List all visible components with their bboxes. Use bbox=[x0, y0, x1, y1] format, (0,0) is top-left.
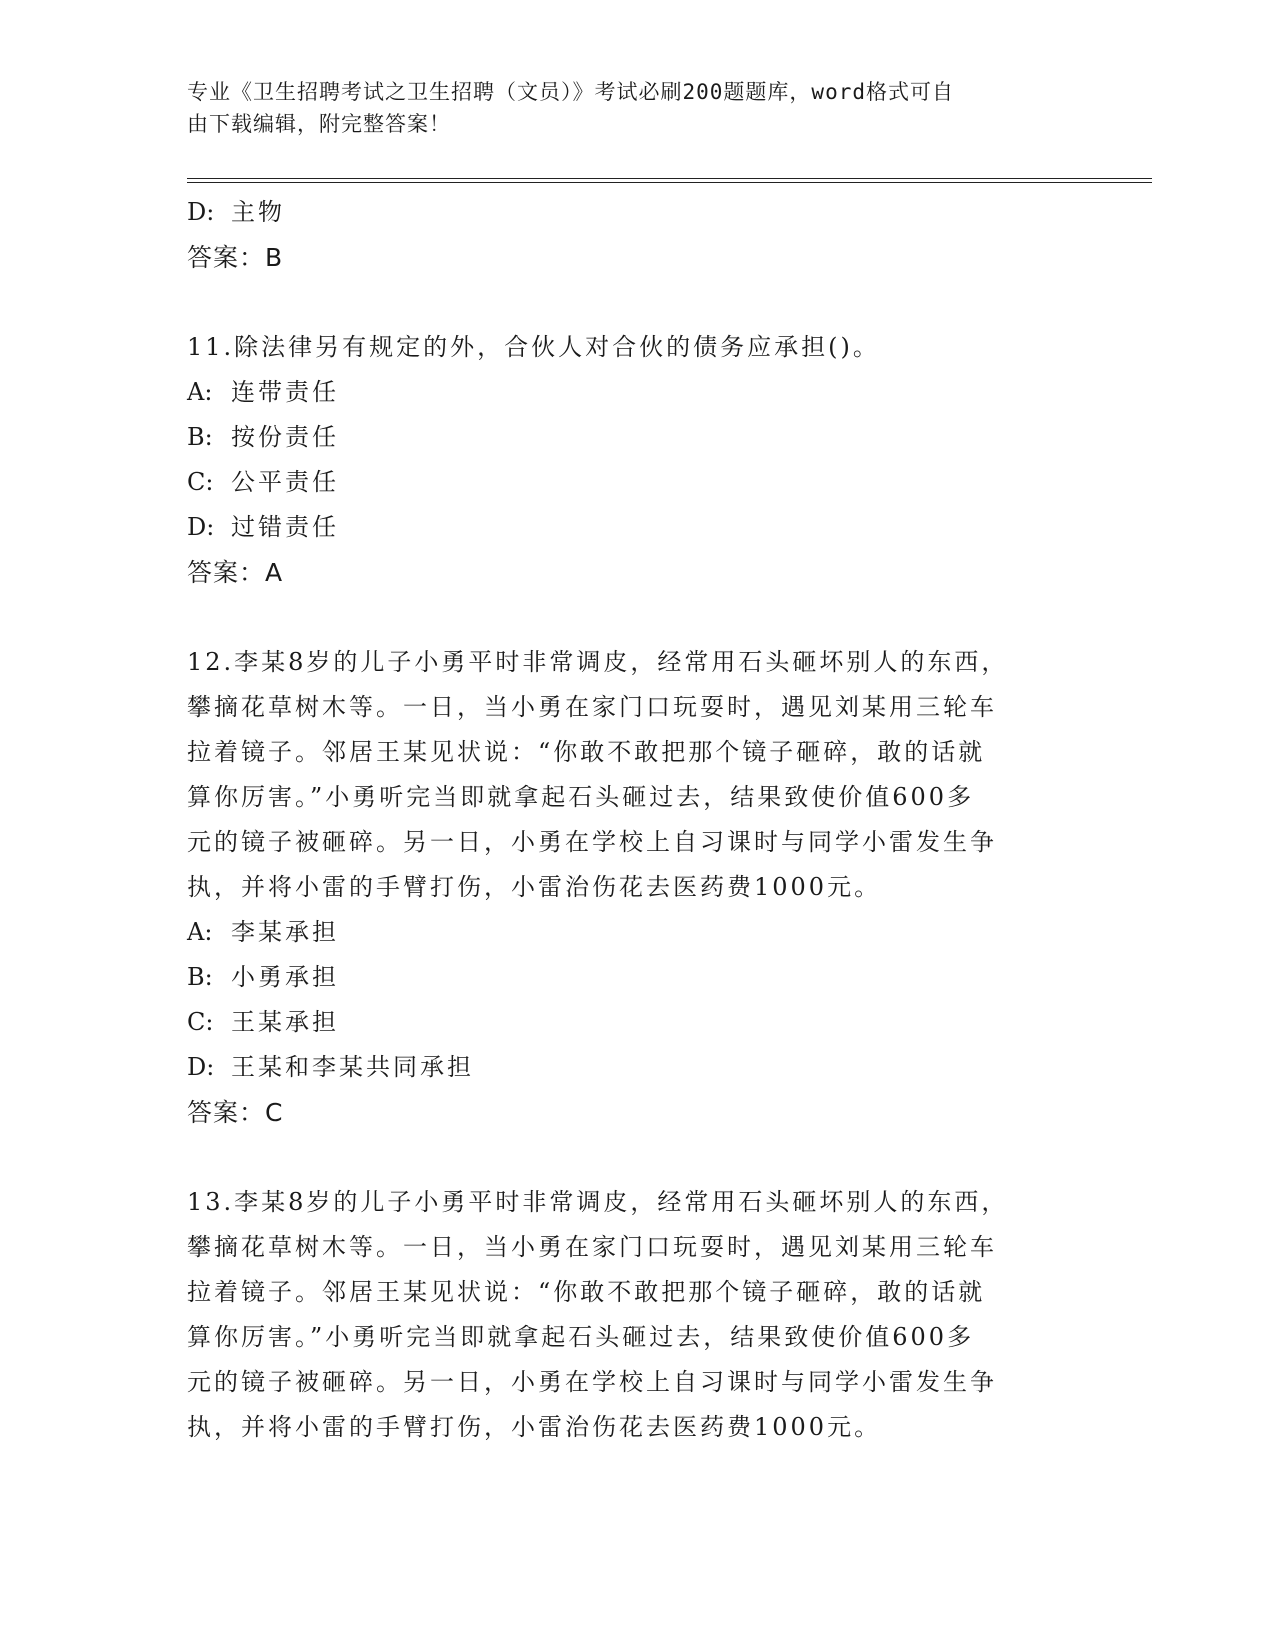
option-text: 公平责任 bbox=[231, 468, 339, 496]
question-10-tail bbox=[187, 190, 1087, 280]
answer-line: 答案：C bbox=[187, 1098, 284, 1127]
question-stem-line: 算你厉害。”小勇听完当即就拿起石头砸过去，结果致使价值600多 bbox=[187, 783, 975, 811]
option-key: D: bbox=[187, 198, 215, 226]
option-key: C: bbox=[187, 1008, 214, 1036]
option-key: B: bbox=[187, 423, 213, 451]
question-13 bbox=[187, 1180, 1087, 1450]
question-stem-line: 攀摘花草树木等。一日，当小勇在家门口玩耍时，遇见刘某用三轮车 bbox=[187, 693, 997, 721]
question-12 bbox=[187, 640, 1087, 1135]
option-text: 连带责任 bbox=[231, 378, 339, 406]
header-line-2: 由下载编辑，附完整答案！ bbox=[187, 112, 451, 136]
question-stem-line: 12.李某8岁的儿子小勇平时非常调皮，经常用石头砸坏别人的东西， bbox=[187, 648, 1009, 676]
option-key: A: bbox=[187, 378, 213, 406]
question-11 bbox=[187, 325, 1087, 595]
document-body bbox=[187, 190, 1087, 1450]
question-stem: 11.除法律另有规定的外，合伙人对合伙的债务应承担()。 bbox=[187, 333, 880, 361]
question-stem-line: 算你厉害。”小勇听完当即就拿起石头砸过去，结果致使价值600多 bbox=[187, 1323, 975, 1351]
option-key: C: bbox=[187, 468, 214, 496]
option-key: A: bbox=[187, 918, 213, 946]
question-stem-line: 拉着镜子。邻居王某见状说：“你敢不敢把那个镜子砸碎，敢的话就 bbox=[187, 1278, 986, 1306]
document-header bbox=[187, 76, 1067, 140]
option-text: 按份责任 bbox=[231, 423, 339, 451]
header-rule-top bbox=[187, 178, 1152, 179]
question-stem-line: 拉着镜子。邻居王某见状说：“你敢不敢把那个镜子砸碎，敢的话就 bbox=[187, 738, 986, 766]
option-text: 小勇承担 bbox=[231, 963, 339, 991]
option-key: D: bbox=[187, 1053, 215, 1081]
header-rule-bottom bbox=[187, 182, 1152, 183]
option-c bbox=[187, 460, 1087, 505]
option-c bbox=[187, 1000, 1087, 1045]
option-text: 主物 bbox=[231, 198, 285, 226]
question-stem-line: 13.李某8岁的儿子小勇平时非常调皮，经常用石头砸坏别人的东西， bbox=[187, 1188, 1009, 1216]
option-b bbox=[187, 415, 1087, 460]
option-b bbox=[187, 955, 1087, 1000]
question-stem-line: 元的镜子被砸碎。另一日，小勇在学校上自习课时与同学小雷发生争 bbox=[187, 1368, 997, 1396]
question-stem-line: 攀摘花草树木等。一日，当小勇在家门口玩耍时，遇见刘某用三轮车 bbox=[187, 1233, 997, 1261]
option-key: D: bbox=[187, 513, 215, 541]
option-text: 过错责任 bbox=[231, 513, 339, 541]
option-d bbox=[187, 505, 1087, 550]
question-stem-line: 执，并将小雷的手臂打伤，小雷治伤花去医药费1000元。 bbox=[187, 873, 882, 901]
option-text: 王某和李某共同承担 bbox=[231, 1053, 474, 1081]
option-a bbox=[187, 370, 1087, 415]
answer-line: 答案：B bbox=[187, 243, 284, 272]
question-stem-line: 执，并将小雷的手臂打伤，小雷治伤花去医药费1000元。 bbox=[187, 1413, 882, 1441]
header-line-1: 专业《卫生招聘考试之卫生招聘（文员）》考试必刷200题题库，word格式可自 bbox=[187, 80, 954, 104]
option-text: 李某承担 bbox=[231, 918, 339, 946]
option-key: B: bbox=[187, 963, 213, 991]
question-stem-line: 元的镜子被砸碎。另一日，小勇在学校上自习课时与同学小雷发生争 bbox=[187, 828, 997, 856]
option-d bbox=[187, 190, 1087, 235]
option-d bbox=[187, 1045, 1087, 1090]
answer-line: 答案：A bbox=[187, 558, 284, 587]
option-a bbox=[187, 910, 1087, 955]
option-text: 王某承担 bbox=[231, 1008, 339, 1036]
